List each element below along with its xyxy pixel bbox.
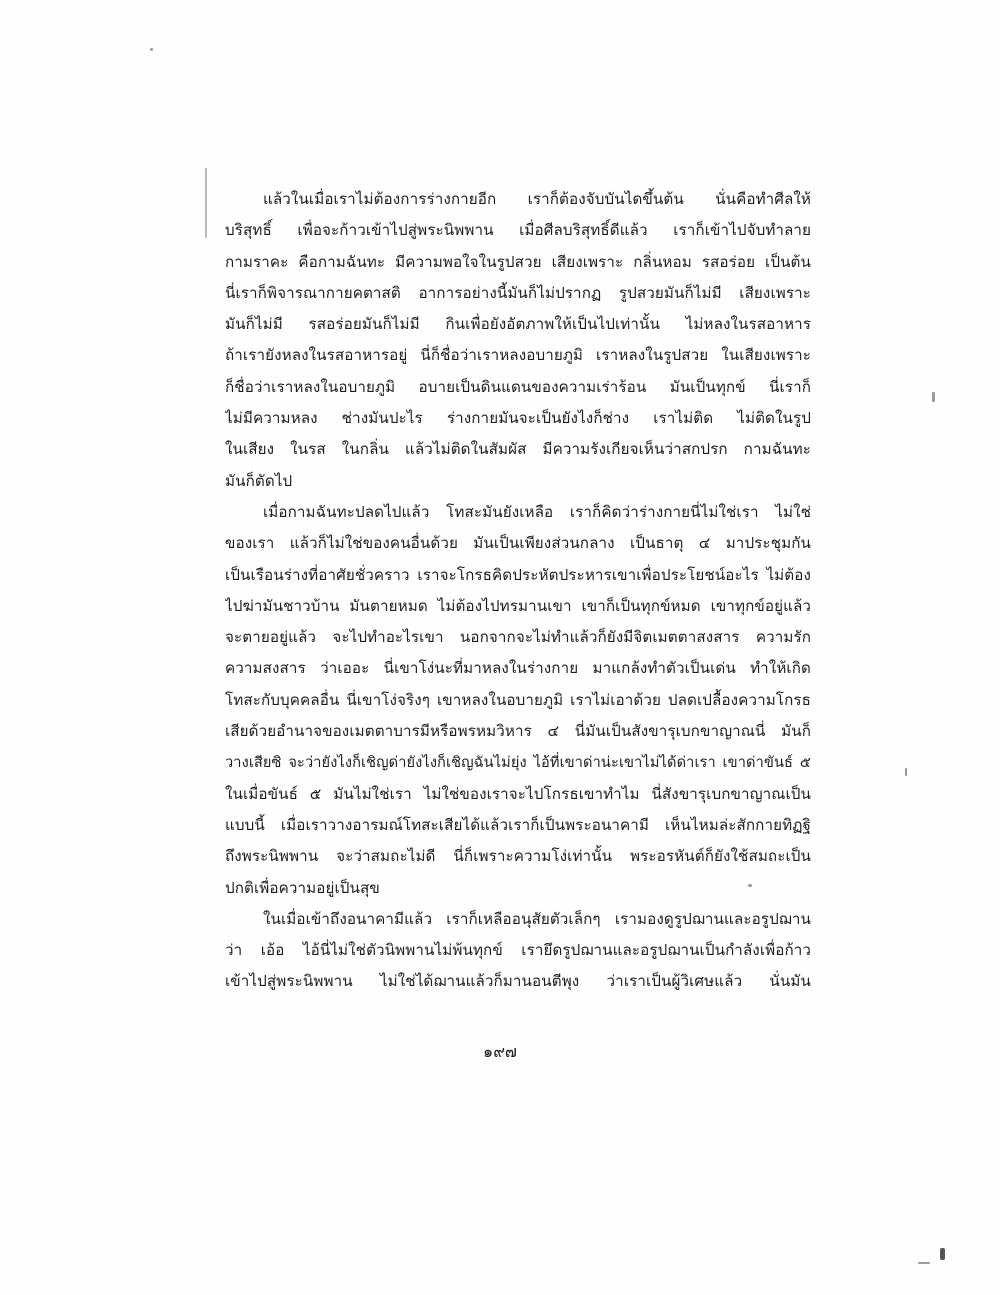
text-line: ก็ชื่อว่าเราหลงในอบายภูมิ อบายเป็นดินแดนของความเร่าร้อน มันเป็นทุกข์ นี่เราก็ xyxy=(225,377,811,396)
scan-speck xyxy=(150,48,153,51)
text-line: จะตายอยู่แล้ว จะไปทำอะไรเขา นอกจากจะไม่ทำแล้วก็ยังมีจิตเมตตาสงสาร ความรัก xyxy=(225,628,811,647)
binding-mark xyxy=(205,168,207,238)
text-line: แล้วในเมื่อเราไม่ต้องการร่างกายอีก เราก็ต้องจับบันไดขึ้นต้น นั่นคือทำศีลให้ xyxy=(263,190,811,208)
scan-speck xyxy=(905,768,907,776)
text-line: ไปฆ่ามันชาวบ้าน มันตายหมด ไม่ต้องไปทรมานเขา เขาก็เป็นทุกข์หมด เขาทุกข์อยู่แล้ว xyxy=(225,596,811,615)
page-number: ๑๙๗ xyxy=(483,1042,517,1061)
text-line: บริสุทธิ์ เพื่อจะก้าวเข้าไปสู่พระนิพพาน เมื่อศีลบริสุทธิ์ดีแล้ว เราก็เข้าไปจับทำลาย xyxy=(225,221,811,240)
text-line: ถึงพระนิพพาน จะว่าสมถะไม่ดี นี่ก็เพราะความโง่เท่านั้น พระอรหันต์ก็ยังใช้สมถะเป็น xyxy=(225,847,811,866)
text-line: ในเมื่อเข้าถึงอนาคามีแล้ว เราก็เหลืออนุสัยตัวเล็กๆ เรามองดูรูปฌานและอรูปฌาน xyxy=(263,909,811,928)
text-line: เสียด้วยอำนาจของเมตตาบารมีหรือพรหมวิหาร ๔ นี่มันเป็นสังขารุเบกขาญาณนี่ มันก็ xyxy=(225,722,811,741)
text-line: แบบนี้ เมื่อเราวางอารมณ์โทสะเสียได้แล้วเราก็เป็นพระอนาคามี เห็นไหมล่ะสักกายทิฏฐิ xyxy=(225,815,811,834)
text-line: ในเมื่อขันธ์ ๕ มันไม่ใช่เรา ไม่ใช่ของเราจะไปโกรธเขาทำไม นี่สังขารุเบกขาญาณเป็น xyxy=(225,784,811,803)
text-line: กามราคะ คือกามฉันทะ มีความพอใจในรูปสวย เสียงเพราะ กลิ่นหอม รสอร่อย เป็นต้น xyxy=(225,252,811,271)
text-line: เมื่อกามฉันทะปลดไปแล้ว โทสะมันยังเหลือ เราก็คิดว่าร่างกายนี่ไม่ใช่เรา ไม่ใช่ xyxy=(263,502,811,521)
scan-speck xyxy=(932,392,935,402)
body-text xyxy=(225,184,811,998)
text-line: ไม่มีความหลง ช่างมันปะไร ร่างกายมันจะเป็นยังไงก็ช่าง เราไม่ติด ไม่ติดในรูป xyxy=(225,409,811,428)
text-line: โทสะกับบุคคลอื่น นี่เขาโง่จริงๆ เขาหลงในอบายภูมิ เราไม่เอาด้วย ปลดเปลื้องความโกรธ xyxy=(225,690,811,709)
text-line: มันก็ตัดไป xyxy=(225,471,293,490)
text-line: มันก็ไม่มี รสอร่อยมันก็ไม่มี กินเพื่อยังอัตภาพให้เป็นไปเท่านั้น ไม่หลงในรสอาหาร xyxy=(225,315,811,334)
text-line: นี่เราก็พิจารณากายคตาสติ อาการอย่างนี้มันก็ไม่ปรากฏ รูปสวยมันก็ไม่มี เสียงเพราะ xyxy=(225,283,811,302)
text-line: วางเสียซิ จะว่ายังไงก็เชิญด่ายังไงก็เชิญฉันไม่ยุ่ง ไอ้ที่เขาด่าน่ะเขาไม่ได้ด่าเรา เขาด่าขันธ์ ๕ xyxy=(225,754,811,772)
text-line: ว่า เอ้อ ไอ้นี่ไม่ใช่ตัวนิพพานไม่พ้นทุกข์ เรายึดรูปฌานและอรูปฌานเป็นกำลังเพื่อก้าว xyxy=(225,941,811,960)
scan-speck xyxy=(940,1248,945,1260)
text-line: เข้าไปสู่พระนิพพาน ไม่ใช่ได้ฌานแล้วก็มานอนตีพุง ว่าเราเป็นผู้วิเศษแล้ว นั่นมัน xyxy=(225,972,811,991)
text-line: เป็นเรือนร่างที่อาศัยชั่วคราว เราจะโกรธคิดประหัตประหารเขาเพื่อประโยชน์อะไร ไม่ต้อง xyxy=(225,565,811,584)
text-line: ความสงสาร ว่าเออะ นี่เขาโง่นะที่มาหลงในร่างกาย มาแกล้งทำตัวเป็นเด่น ทำให้เกิด xyxy=(225,659,811,678)
text-line: ถ้าเรายังหลงในรสอาหารอยู่ นี่ก็ชื่อว่าเราหลงอบายภูมิ เราหลงในรูปสวย ในเสียงเพราะ xyxy=(225,346,811,365)
scan-speck xyxy=(918,1262,930,1264)
text-line: ของเรา แล้วก็ไม่ใช่ของคนอื่นด้วย มันเป็นเพียงส่วนกลาง เป็นธาตุ ๔ มาประชุมกัน xyxy=(225,534,811,553)
text-line: ปกติเพื่อความอยู่เป็นสุข xyxy=(225,878,380,897)
text-line: ในเสียง ในรส ในกลิ่น แล้วไม่ติดในสัมผัส มีความรังเกียจเห็นว่าสกปรก กามฉันทะ xyxy=(225,440,811,459)
